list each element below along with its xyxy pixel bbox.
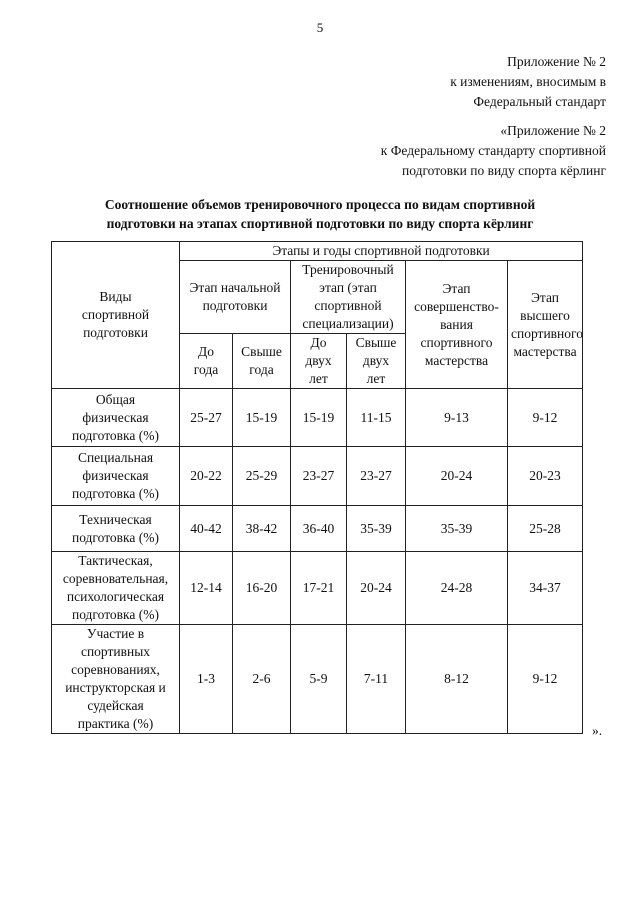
table-row bbox=[52, 625, 583, 734]
table-cell: 34-37 bbox=[508, 552, 583, 625]
stage-training-header: Тренировочный этап (этап спортивной специализации) bbox=[291, 261, 406, 334]
table-cell: 20-24 bbox=[406, 447, 508, 506]
table-cell: 25-27 bbox=[180, 389, 233, 447]
table-cell: 36-40 bbox=[291, 506, 347, 552]
table-cell: 20-23 bbox=[508, 447, 583, 506]
stage-improvement-header: Этап совершенство- вания спортивного мастерства bbox=[406, 261, 508, 389]
stage-higher-header: Этап высшего спортивного мастерства bbox=[508, 261, 583, 389]
sub-training-upto-header: До двух лет bbox=[291, 334, 347, 389]
table-cell: 12-14 bbox=[180, 552, 233, 625]
appendix-header bbox=[450, 52, 606, 112]
table-cell: 38-42 bbox=[233, 506, 291, 552]
table-cell: 35-39 bbox=[406, 506, 508, 552]
sub-initial-upto-header: До года bbox=[180, 334, 233, 389]
row-label: Общая физическая подготовка (%) bbox=[52, 389, 180, 447]
closing-quote-mark: ». bbox=[592, 723, 603, 738]
table-cell: 15-19 bbox=[233, 389, 291, 447]
stages-group-header: Этапы и годы спортивной подготовки bbox=[180, 242, 583, 261]
document-title bbox=[60, 195, 580, 233]
table-cell: 15-19 bbox=[291, 389, 347, 447]
table-cell: 7-11 bbox=[347, 625, 406, 734]
table-cell: 23-27 bbox=[291, 447, 347, 506]
appendix-quote-line: подготовки по виду спорта кёрлинг bbox=[402, 163, 606, 178]
appendix-header-line: Федеральный стандарт bbox=[473, 94, 606, 109]
table-header-row bbox=[52, 242, 583, 261]
table-cell: 16-20 bbox=[233, 552, 291, 625]
appendix-quote bbox=[381, 121, 606, 181]
table-cell: 9-12 bbox=[508, 389, 583, 447]
page-number: 5 bbox=[316, 20, 324, 35]
table-cell: 9-12 bbox=[508, 625, 583, 734]
table-cell: 11-15 bbox=[347, 389, 406, 447]
types-column-header: Виды спортивной подготовки bbox=[52, 242, 180, 389]
appendix-header-line: к изменениям, вносимым в bbox=[450, 74, 606, 89]
table-row bbox=[52, 552, 583, 625]
appendix-quote-line: «Приложение № 2 bbox=[500, 123, 606, 138]
table-cell: 1-3 bbox=[180, 625, 233, 734]
document-title-line: подготовки на этапах спортивной подготовки по виду спорта кёрлинг bbox=[106, 216, 534, 231]
row-label: Техническая подготовка (%) bbox=[52, 506, 180, 552]
table-cell: 2-6 bbox=[233, 625, 291, 734]
table-cell: 23-27 bbox=[347, 447, 406, 506]
training-ratio-table bbox=[51, 241, 583, 734]
appendix-header-line: Приложение № 2 bbox=[507, 54, 606, 69]
table-cell: 17-21 bbox=[291, 552, 347, 625]
row-label: Участие в спортивных соревнованиях, инструкторская и судейская практика (%) bbox=[52, 625, 180, 734]
table-cell: 8-12 bbox=[406, 625, 508, 734]
sub-training-over-header: Свыше двух лет bbox=[347, 334, 406, 389]
table-cell: 25-29 bbox=[233, 447, 291, 506]
sub-initial-over-header: Свыше года bbox=[233, 334, 291, 389]
table-cell: 20-24 bbox=[347, 552, 406, 625]
table-cell: 5-9 bbox=[291, 625, 347, 734]
table-cell: 20-22 bbox=[180, 447, 233, 506]
table-row bbox=[52, 506, 583, 552]
table-cell: 24-28 bbox=[406, 552, 508, 625]
appendix-quote-line: к Федеральному стандарту спортивной bbox=[380, 143, 606, 158]
table-row bbox=[52, 447, 583, 506]
row-label: Специальная физическая подготовка (%) bbox=[52, 447, 180, 506]
table-cell: 9-13 bbox=[406, 389, 508, 447]
table-cell: 40-42 bbox=[180, 506, 233, 552]
table-row bbox=[52, 389, 583, 447]
stage-initial-header: Этап начальной подготовки bbox=[180, 261, 291, 334]
row-label: Тактическая, соревновательная, психологическая подготовка (%) bbox=[52, 552, 180, 625]
table-cell: 35-39 bbox=[347, 506, 406, 552]
document-title-line: Соотношение объемов тренировочного процесса по видам спортивной bbox=[104, 197, 536, 212]
table-cell: 25-28 bbox=[508, 506, 583, 552]
